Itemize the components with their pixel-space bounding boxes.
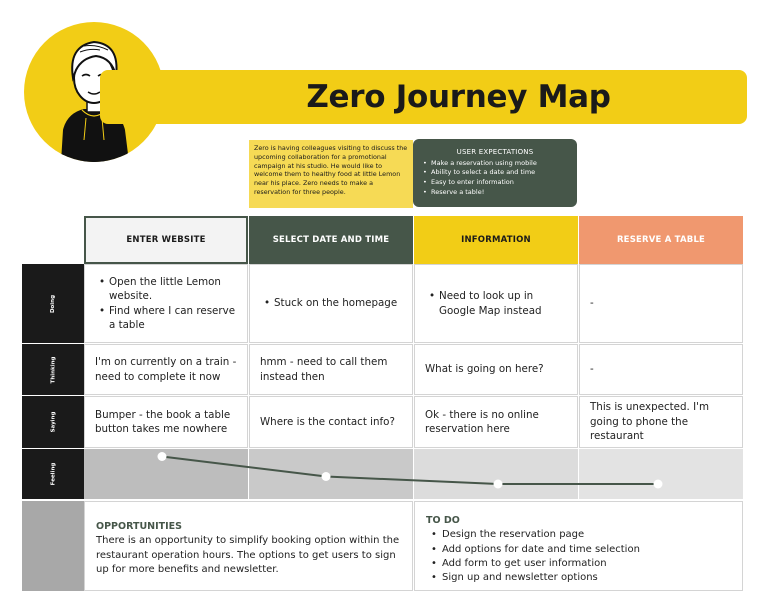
list-item: • Stuck on the homepage xyxy=(260,296,397,311)
feeling-line xyxy=(162,457,658,485)
row-label-text: Saying xyxy=(49,411,56,433)
column-header-information: INFORMATION xyxy=(414,216,578,264)
feeling-point-1 xyxy=(158,452,167,461)
opportunities-text: There is an opportunity to simplify booking option within the restaurant operation hours. The options to get users to sign up for more benefits and newsletter. xyxy=(96,535,400,575)
todo-item: • Add form to get user information xyxy=(426,557,730,571)
saying-cell-4: This is unexpected. I'm going to phone the restaurant xyxy=(579,396,743,448)
user-expectations-heading: USER EXPECTATIONS xyxy=(456,148,534,156)
scenario-note: Zero is having colleagues visiting to discuss the upcoming collaboration for a promotional campaign at his studio. He would like to welcome them to healthy food at little Lemon near his place. Zero needs to make a reservation for three people. xyxy=(249,140,413,208)
expectation-item: • Reserve a table! xyxy=(423,188,567,198)
list-item: • Need to look up in Google Map instead xyxy=(425,289,567,318)
saying-cell-3: Ok - there is no online reservation here xyxy=(414,396,578,448)
feeling-point-4 xyxy=(654,480,663,489)
todo-item: • Sign up and newsletter options xyxy=(426,571,730,585)
expectation-item: • Make a reservation using mobile xyxy=(423,159,567,169)
list-item: • Open the little Lemon website. xyxy=(95,275,237,304)
opportunities-side-block xyxy=(22,501,84,591)
row-label-text: Feeling xyxy=(50,462,56,486)
thinking-cell-2: hmm - need to call them instead then xyxy=(249,344,413,395)
todo-item: • Add options for date and time selection xyxy=(426,543,730,557)
column-header-enter-website: ENTER WEBSITE xyxy=(84,216,248,264)
list-item: • Find where I can reserve a table xyxy=(95,304,237,333)
opportunities-heading: OPPORTUNITIES xyxy=(96,521,182,532)
todo-heading: TO DO xyxy=(426,515,460,526)
expectation-item: • Ability to select a date and time xyxy=(423,168,567,178)
row-label-text: Thinking xyxy=(50,356,56,383)
expectation-item: • Easy to enter information xyxy=(423,178,567,188)
opportunities-box xyxy=(84,501,413,591)
page-title: Zero Journey Map xyxy=(306,79,611,115)
saying-cell-1: Bumper - the book a table button takes me nowhere xyxy=(84,396,248,448)
thinking-cell-4: - xyxy=(579,344,743,395)
feeling-point-2 xyxy=(322,472,331,481)
column-header-select-date: SELECT DATE AND TIME xyxy=(249,216,413,264)
thinking-cell-1: I'm on currently on a train - need to complete it now xyxy=(84,344,248,395)
todo-item: • Design the reservation page xyxy=(426,528,730,542)
column-header-reserve-table: RESERVE A TABLE xyxy=(579,216,743,264)
row-label-text: Doing xyxy=(50,294,56,313)
feeling-point-3 xyxy=(494,480,503,489)
doing-cell-4: - xyxy=(579,264,743,343)
todo-list xyxy=(426,528,730,585)
thinking-cell-3: What is going on here? xyxy=(414,344,578,395)
saying-cell-2: Where is the contact info? xyxy=(249,396,413,448)
todo-box xyxy=(414,501,743,591)
